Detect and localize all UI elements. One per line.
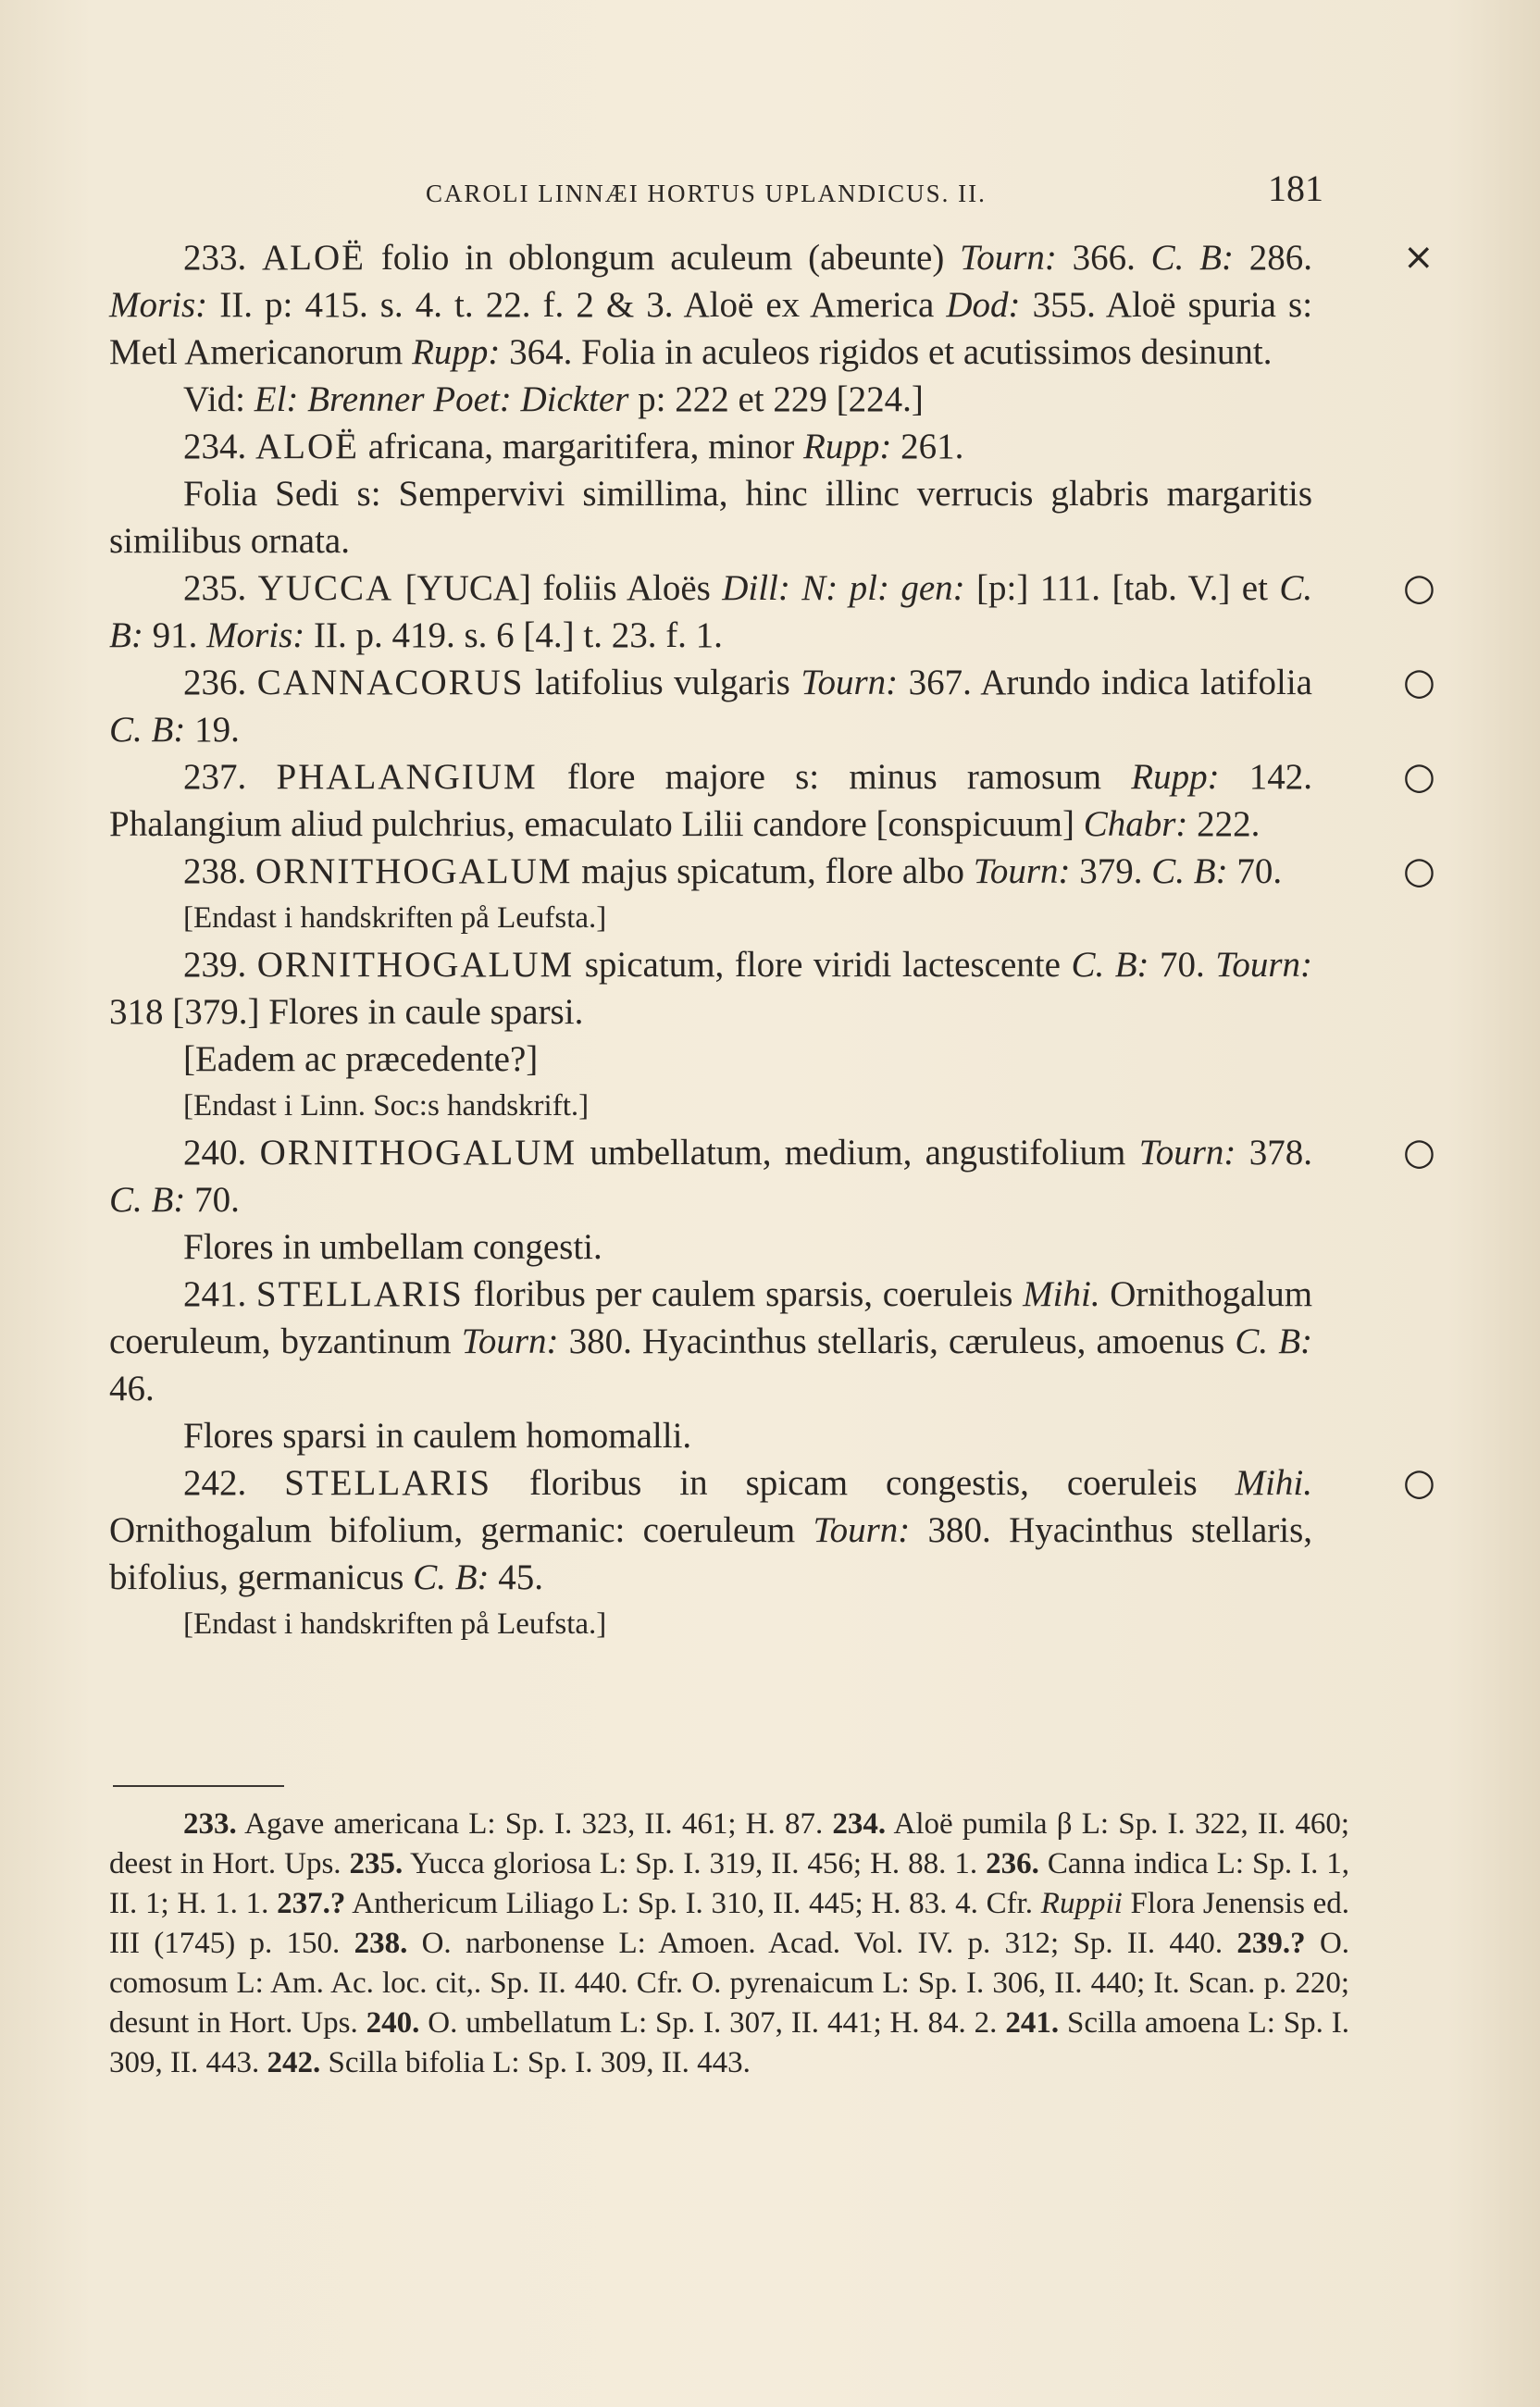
footnote-block: 233. Agave americana L: Sp. I. 323, II. 461; H. 87. 234. Aloë pumila β L: Sp. I. 322, II. 460; deest in Hort. Ups. 235. Yucca gloriosa L: Sp. I. 319, II. 456; H. 88. 1. 236. Canna indica L: Sp. I. 1, II. 1; H. 1. 1. 237.? Anthericum Liliago L: Sp. I. 310, II. 445; H. 83. 4. Cfr. Ruppii Flora Jenensis ed. III (1745) p. 150. 238. O. narbonense L: Amoen. Acad. Vol. IV. p. 312; Sp. II. 440. 239.? O. comosum L: Am. Ac. loc. cit,. Sp. II. 440. Cfr. O. pyrenaicum L: Sp. I. 306, II. 440; It. Scan. p. 220; desunt in Hort. Ups. 240. O. umbellatum L: Sp. I. 307, II. 441; H. 84. 2. 241. Scilla amoena L: Sp. I. 309, II. 443. 242. Scilla bifolia L: Sp. I. 309, II. 443.: [109, 1807, 1350, 2079]
entry-240: ○ 240. ORNITHOGALUM umbellatum, medium, angustifolium Tourn: 378. C. B: 70.: [109, 1131, 1435, 1220]
genus-name: ORNITHOGALUM: [255, 851, 573, 891]
entry-237: ○ 237. PHALANGIUM flore majore s: minus ramosum Rupp: 142. Phalangium aliud pulchrius, emaculato Lilii candore [conspicuum] Chabr: 222.: [109, 755, 1435, 844]
circle-mark: ○: [1403, 850, 1435, 892]
genus-name: ORNITHOGALUM: [256, 945, 575, 985]
running-title: CAROLI LINNÆI HORTUS UPLANDICUS. II.: [426, 180, 987, 207]
entry-240-description: Flores in umbellam congesti.: [183, 1227, 602, 1267]
genus-name: ALOË: [255, 427, 359, 466]
entry-241: 241. STELLARIS floribus per caulem sparsis, coeruleis Mihi. Ornithogalum coeruleum, byzantinum Tourn: 380. Hyacinthus stellaris, cæruleus, amoenus C. B: 46.: [109, 1274, 1313, 1408]
genus-name: YUCCA: [257, 568, 394, 608]
entry-242: ○ 242. STELLARIS floribus in spicam congestis, coeruleis Mihi. Ornithogalum bifolium, germanic: coeruleum Tourn: 380. Hyacinthus stellaris, bifolius, germanicus C. B: 45.: [109, 1461, 1435, 1597]
circle-mark: ○: [1403, 1131, 1435, 1173]
entry-239-note: [Endast i Linn. Soc:s handskrift.]: [183, 1089, 590, 1123]
footnotes: [109, 1805, 1349, 2083]
entry-235: ○ 235. YUCCA [YUCA] foliis Aloës Dill: N: pl: gen: [p:] 111. [tab. V.] et C. B: 91. Moris: II. p. 419. s. 6 [4.] t. 23. f. 1.: [109, 566, 1435, 655]
entry-234-description: Folia Sedi s: Sempervivi simillima, hinc illinc verrucis glabris margaritis similibus ornata.: [109, 474, 1312, 561]
genus-name: ORNITHOGALUM: [259, 1133, 578, 1172]
page-header: [426, 167, 1323, 213]
cross-mark: ×: [1403, 236, 1434, 279]
entry-242-note: [Endast i handskriften på Leufsta.]: [183, 1607, 607, 1641]
entry-241-description: Flores sparsi in caulem homomalli.: [183, 1416, 692, 1456]
footnote-divider: [113, 1785, 284, 1787]
entry-238: ○ 238. ORNITHOGALUM majus spicatum, flore albo Tourn: 379. C. B: 70.: [109, 848, 1349, 895]
circle-mark: ○: [1403, 566, 1435, 609]
circle-mark: ○: [1403, 661, 1435, 703]
genus-name: STELLARIS: [255, 1274, 464, 1314]
genus-name: PHALANGIUM: [276, 757, 538, 797]
entry-239-query: [Eadem ac præcedente?]: [183, 1039, 539, 1079]
entry-239: 239. ORNITHOGALUM spicatum, flore viridi lactescente C. B: 70. Tourn: 318 [379.] Flores in caule sparsi.: [109, 945, 1313, 1032]
genus-name: STELLARIS: [284, 1463, 492, 1503]
main-text: [109, 234, 1435, 1647]
page-number: 181: [1268, 167, 1323, 209]
genus-name: CANNACORUS: [256, 663, 525, 702]
entry-238-note: [Endast i handskriften på Leufsta.]: [183, 901, 607, 935]
genus-name: ALOË: [262, 238, 366, 278]
vid-reference: Vid: El: Brenner Poet: Dickter p: 222 et 229 [224.]: [183, 379, 924, 419]
entry-234: 234. ALOË africana, margaritifera, minor Rupp: 261.: [183, 427, 964, 466]
circle-mark: ○: [1403, 755, 1435, 798]
circle-mark: ○: [1403, 1461, 1435, 1504]
entry-236: ○ 236. CANNACORUS latifolius vulgaris Tourn: 367. Arundo indica latifolia C. B: 19.: [109, 661, 1435, 750]
entry-233: × 233. ALOË folio in oblongum aculeum (abeunte) Tourn: 366. C. B: 286. Moris: II. p: 415. s. 4. t. 22. f. 2 & 3. Aloë ex America Dod: 355. Aloë spuria s: Metl Americanorum Rupp: 364. Folia in aculeos rigidos et acutissimos desinunt.: [109, 236, 1434, 372]
